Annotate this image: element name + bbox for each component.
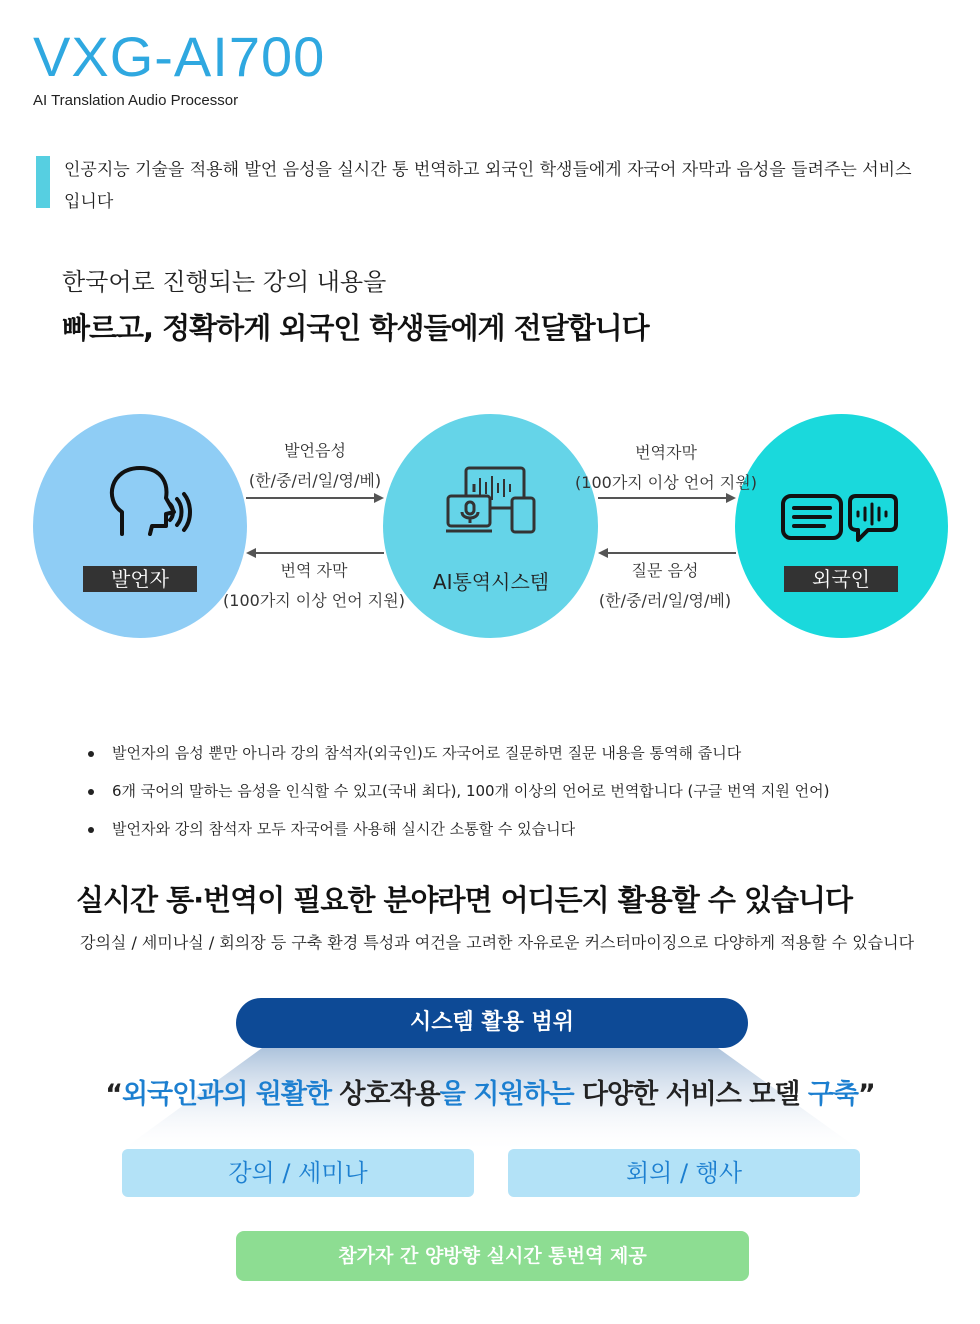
slogan-part: 상호작용: [331, 1079, 440, 1110]
arrow-label-line: (한/중/러/일/영/베): [598, 591, 732, 610]
arrow-ai-to-speaker-label: [222, 556, 406, 616]
lead-line-2: 빠르고, 정확하게 외국인 학생들에게 전달합니다: [62, 311, 649, 345]
slogan-quote-open: “: [105, 1079, 122, 1110]
slogan-part: 다양한 서비스 모델: [573, 1079, 800, 1110]
section-subtitle: 강의실 / 세미나실 / 회의장 등 구축 환경 특성과 여건을 고려한 자유로운 커스터마이징으로 다양하게 적용할 수 있습니다: [80, 933, 915, 952]
ai-system-label: AI통역시스템: [432, 570, 550, 594]
speaking-head-icon: [112, 468, 190, 534]
arrow-label-line: (100가지 이상 언어 지원): [223, 591, 405, 610]
feature-list: [88, 734, 948, 848]
arrow-ai-to-foreigner-label: [574, 438, 758, 498]
product-subtitle: AI Translation Audio Processor: [33, 92, 239, 109]
scope-provide-bar: 참가자 간 양방향 실시간 통번역 제공: [236, 1231, 749, 1281]
chat-bubbles-icon: [783, 496, 896, 540]
intro-text: 인공지능 기술을 적용해 발언 음성을 실시간 통 번역하고 외국인 학생들에게 자국어 자막과 음성을 들려주는 서비스입니다: [64, 160, 912, 212]
slogan-quote-close: ”: [858, 1079, 875, 1110]
slogan-part: 을 지원하는: [439, 1079, 574, 1110]
scope-slogan: [60, 1072, 920, 1111]
list-item: 6개 국어의 말하는 음성을 인식할 수 있고(국내 최다), 100개 이상의 언어로 번역합니다 (구글 번역 지원 언어): [88, 772, 948, 810]
arrow-label-line: (100가지 이상 언어 지원): [575, 473, 757, 492]
scope-pill: 시스템 활용 범위: [236, 998, 748, 1048]
lead-line-1: 한국어로 진행되는 강의 내용을: [62, 268, 387, 296]
list-item: 발언자의 음성 뿐만 아니라 강의 참석자(외국인)도 자국어로 질문하면 질문 내용을 통역해 줍니다: [88, 734, 948, 772]
arrow-label-line: 질문 음성: [631, 561, 699, 580]
arrow-label-line: 발언음성: [284, 441, 346, 460]
slogan-part: 구축: [799, 1079, 859, 1110]
scope-box-meeting: 회의 / 행사: [508, 1149, 860, 1197]
devices-icon: [446, 468, 534, 532]
speaker-label: 발언자: [83, 566, 197, 592]
foreigner-label: 외국인: [784, 566, 898, 592]
arrow-foreigner-to-ai-label: [590, 556, 740, 616]
arrow-label-line: (한/중/러/일/영/베): [248, 471, 382, 490]
scope-box-lecture: 강의 / 세미나: [122, 1149, 474, 1197]
list-item: 발언자와 강의 참석자 모두 자국어를 사용해 실시간 소통할 수 있습니다: [88, 810, 948, 848]
arrow-label-line: 번역 자막: [280, 561, 348, 580]
arrow-label-line: 번역자막: [635, 443, 697, 462]
arrow-speech-to-ai-label: [240, 436, 390, 496]
slogan-part: 외국인과의 원활한: [121, 1079, 332, 1110]
product-title: VXG-AI700: [33, 25, 326, 88]
section-title: 실시간 통·번역이 필요한 분야라면 어디든지 활용할 수 있습니다: [76, 883, 853, 917]
